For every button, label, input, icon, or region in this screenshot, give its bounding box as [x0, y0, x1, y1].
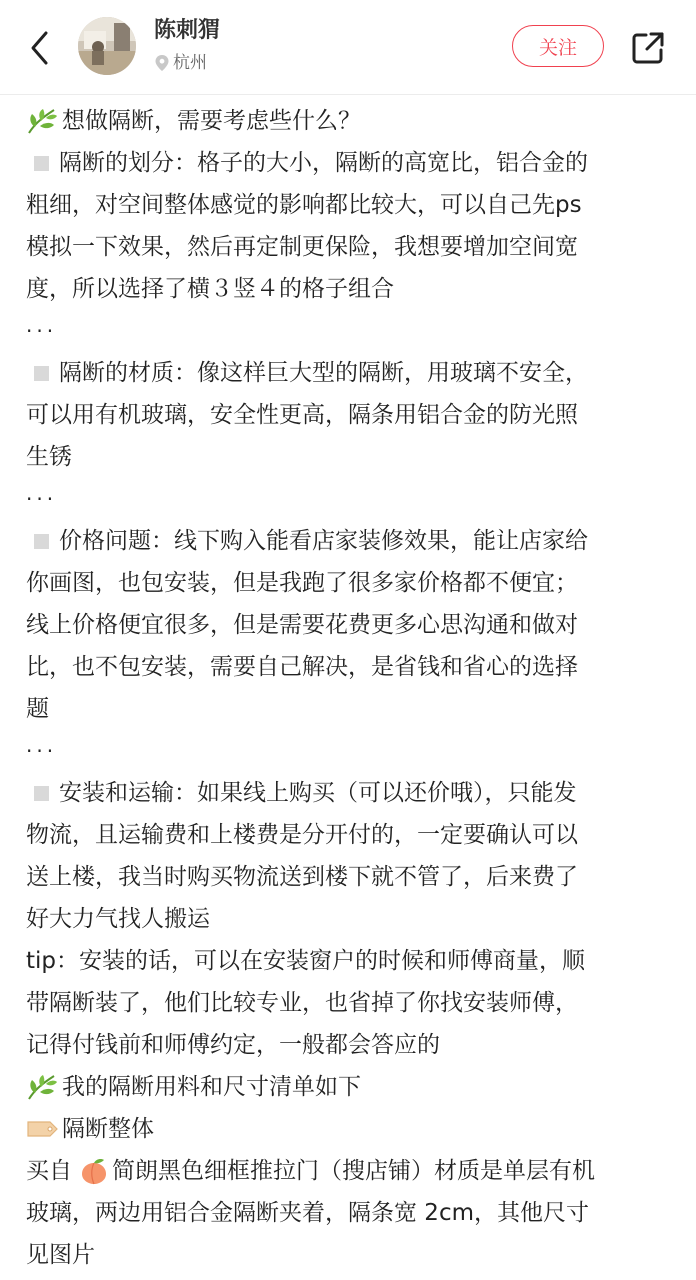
peach-icon: [80, 1157, 108, 1185]
paragraph-text: 玻璃，两边用铝合金隔断夹着，隔条宽 2cm，其他尺寸: [26, 1200, 589, 1226]
paragraph-text: 安装和运输：如果线上购买（可以还价哦），只能发: [59, 780, 577, 806]
paragraph-text: 隔断的材质：像这样巨大型的隔断，用玻璃不安全，: [59, 360, 588, 386]
tip-text: tip：安装的话，可以在安装窗户的时候和师傅商量，顺: [26, 948, 586, 974]
paragraph-text: 好大力气找人搬运: [26, 906, 210, 932]
paragraph-line: [26, 772, 676, 814]
paragraph-text: 可以用有机玻璃，安全性更高，隔条用铝合金的防光照: [26, 402, 578, 428]
header-divider: [0, 94, 696, 95]
post-body: [26, 100, 676, 1276]
paragraph-line: [26, 520, 676, 562]
paragraph-line: [26, 856, 676, 898]
paragraph-text: 价格问题：线下购入能看店家装修效果，能让店家给: [59, 528, 588, 554]
back-button[interactable]: [22, 28, 58, 68]
paragraph-line: [26, 436, 676, 478]
heading-line: [26, 100, 676, 142]
follow-button[interactable]: 关注: [512, 25, 604, 67]
avatar[interactable]: [78, 17, 136, 75]
paragraph-line: [26, 352, 676, 394]
paragraph-line: [26, 142, 676, 184]
tip-line: [26, 982, 676, 1024]
paragraph-line: [26, 268, 676, 310]
leaf-icon: [26, 1073, 58, 1101]
share-button[interactable]: [628, 28, 668, 68]
paragraph-text: 比，也不包安装，需要自己解决，是省钱和省心的选择: [26, 654, 578, 680]
bullet-square-icon: [34, 786, 49, 801]
paragraph-text: 物流，且运输费和上楼费是分开付的，一定要确认可以: [26, 822, 578, 848]
heading-line: [26, 1066, 676, 1108]
location-pin-icon: [154, 54, 170, 72]
paragraph-line: [26, 898, 676, 940]
author-name[interactable]: 陈刺猬: [154, 18, 221, 43]
ellipsis-separator: ···: [26, 319, 58, 343]
paragraph-line: [26, 646, 676, 688]
top-bar: [0, 0, 696, 94]
product-line: [26, 1150, 676, 1192]
paragraph-line: [26, 604, 676, 646]
bullet-square-icon: [34, 366, 49, 381]
section-heading: 我的隔断用料和尺寸清单如下: [62, 1074, 361, 1100]
tip-text: 记得付钱前和师傅约定，一般都会答应的: [26, 1032, 440, 1058]
bullet-square-icon: [34, 156, 49, 171]
paragraph-text: 见图片: [26, 1242, 95, 1268]
paragraph-line: [26, 394, 676, 436]
paragraph-text: 度，所以选择了横３竖４的格子组合: [26, 276, 394, 302]
subheading-text: 隔断整体: [62, 1116, 154, 1142]
paragraph-text: 线上价格便宜很多，但是需要花费更多心思沟通和做对: [26, 612, 578, 638]
location-text: 杭州: [173, 53, 207, 73]
author-location: [154, 52, 207, 74]
paragraph-text: 题: [26, 696, 49, 722]
paragraph-line: [26, 562, 676, 604]
paragraph-text: 模拟一下效果，然后再定制更保险，我想要增加空间宽: [26, 234, 578, 260]
paragraph-line: [26, 1192, 676, 1234]
paragraph-text: 粗细，对空间整体感觉的影响都比较大，可以自己先ps: [26, 192, 582, 218]
paragraph-text: 送上楼，我当时购买物流送到楼下就不管了，后来费了: [26, 864, 578, 890]
tip-text: 带隔断装了，他们比较专业，也省掉了你找安装师傅，: [26, 990, 578, 1016]
paragraph-line: [26, 226, 676, 268]
product-prefix: 买自: [26, 1158, 72, 1184]
tip-line: [26, 940, 676, 982]
product-link[interactable]: 简朗黑色细框推拉门（搜店铺）材质是单层有机: [112, 1158, 595, 1184]
paragraph-text: 隔断的划分：格子的大小，隔断的高宽比，铝合金的: [59, 150, 588, 176]
ellipsis-separator: ···: [26, 487, 58, 511]
paragraph-line: [26, 814, 676, 856]
share-icon: [630, 30, 666, 66]
paragraph-line: [26, 184, 676, 226]
subheading-line: [26, 1108, 676, 1150]
paragraph-line: [26, 1234, 676, 1276]
paragraph-line: [26, 688, 676, 730]
tag-icon: [26, 1118, 58, 1140]
ellipsis-separator: ···: [26, 739, 58, 763]
section-heading: 想做隔断，需要考虑些什么？: [62, 108, 361, 134]
paragraph-text: 生锈: [26, 444, 72, 470]
chevron-left-icon: [28, 30, 52, 66]
paragraph-text: 你画图，也包安装，但是我跑了很多家价格都不便宜；: [26, 570, 578, 596]
tip-line: [26, 1024, 676, 1066]
leaf-icon: [26, 107, 58, 135]
bullet-square-icon: [34, 534, 49, 549]
